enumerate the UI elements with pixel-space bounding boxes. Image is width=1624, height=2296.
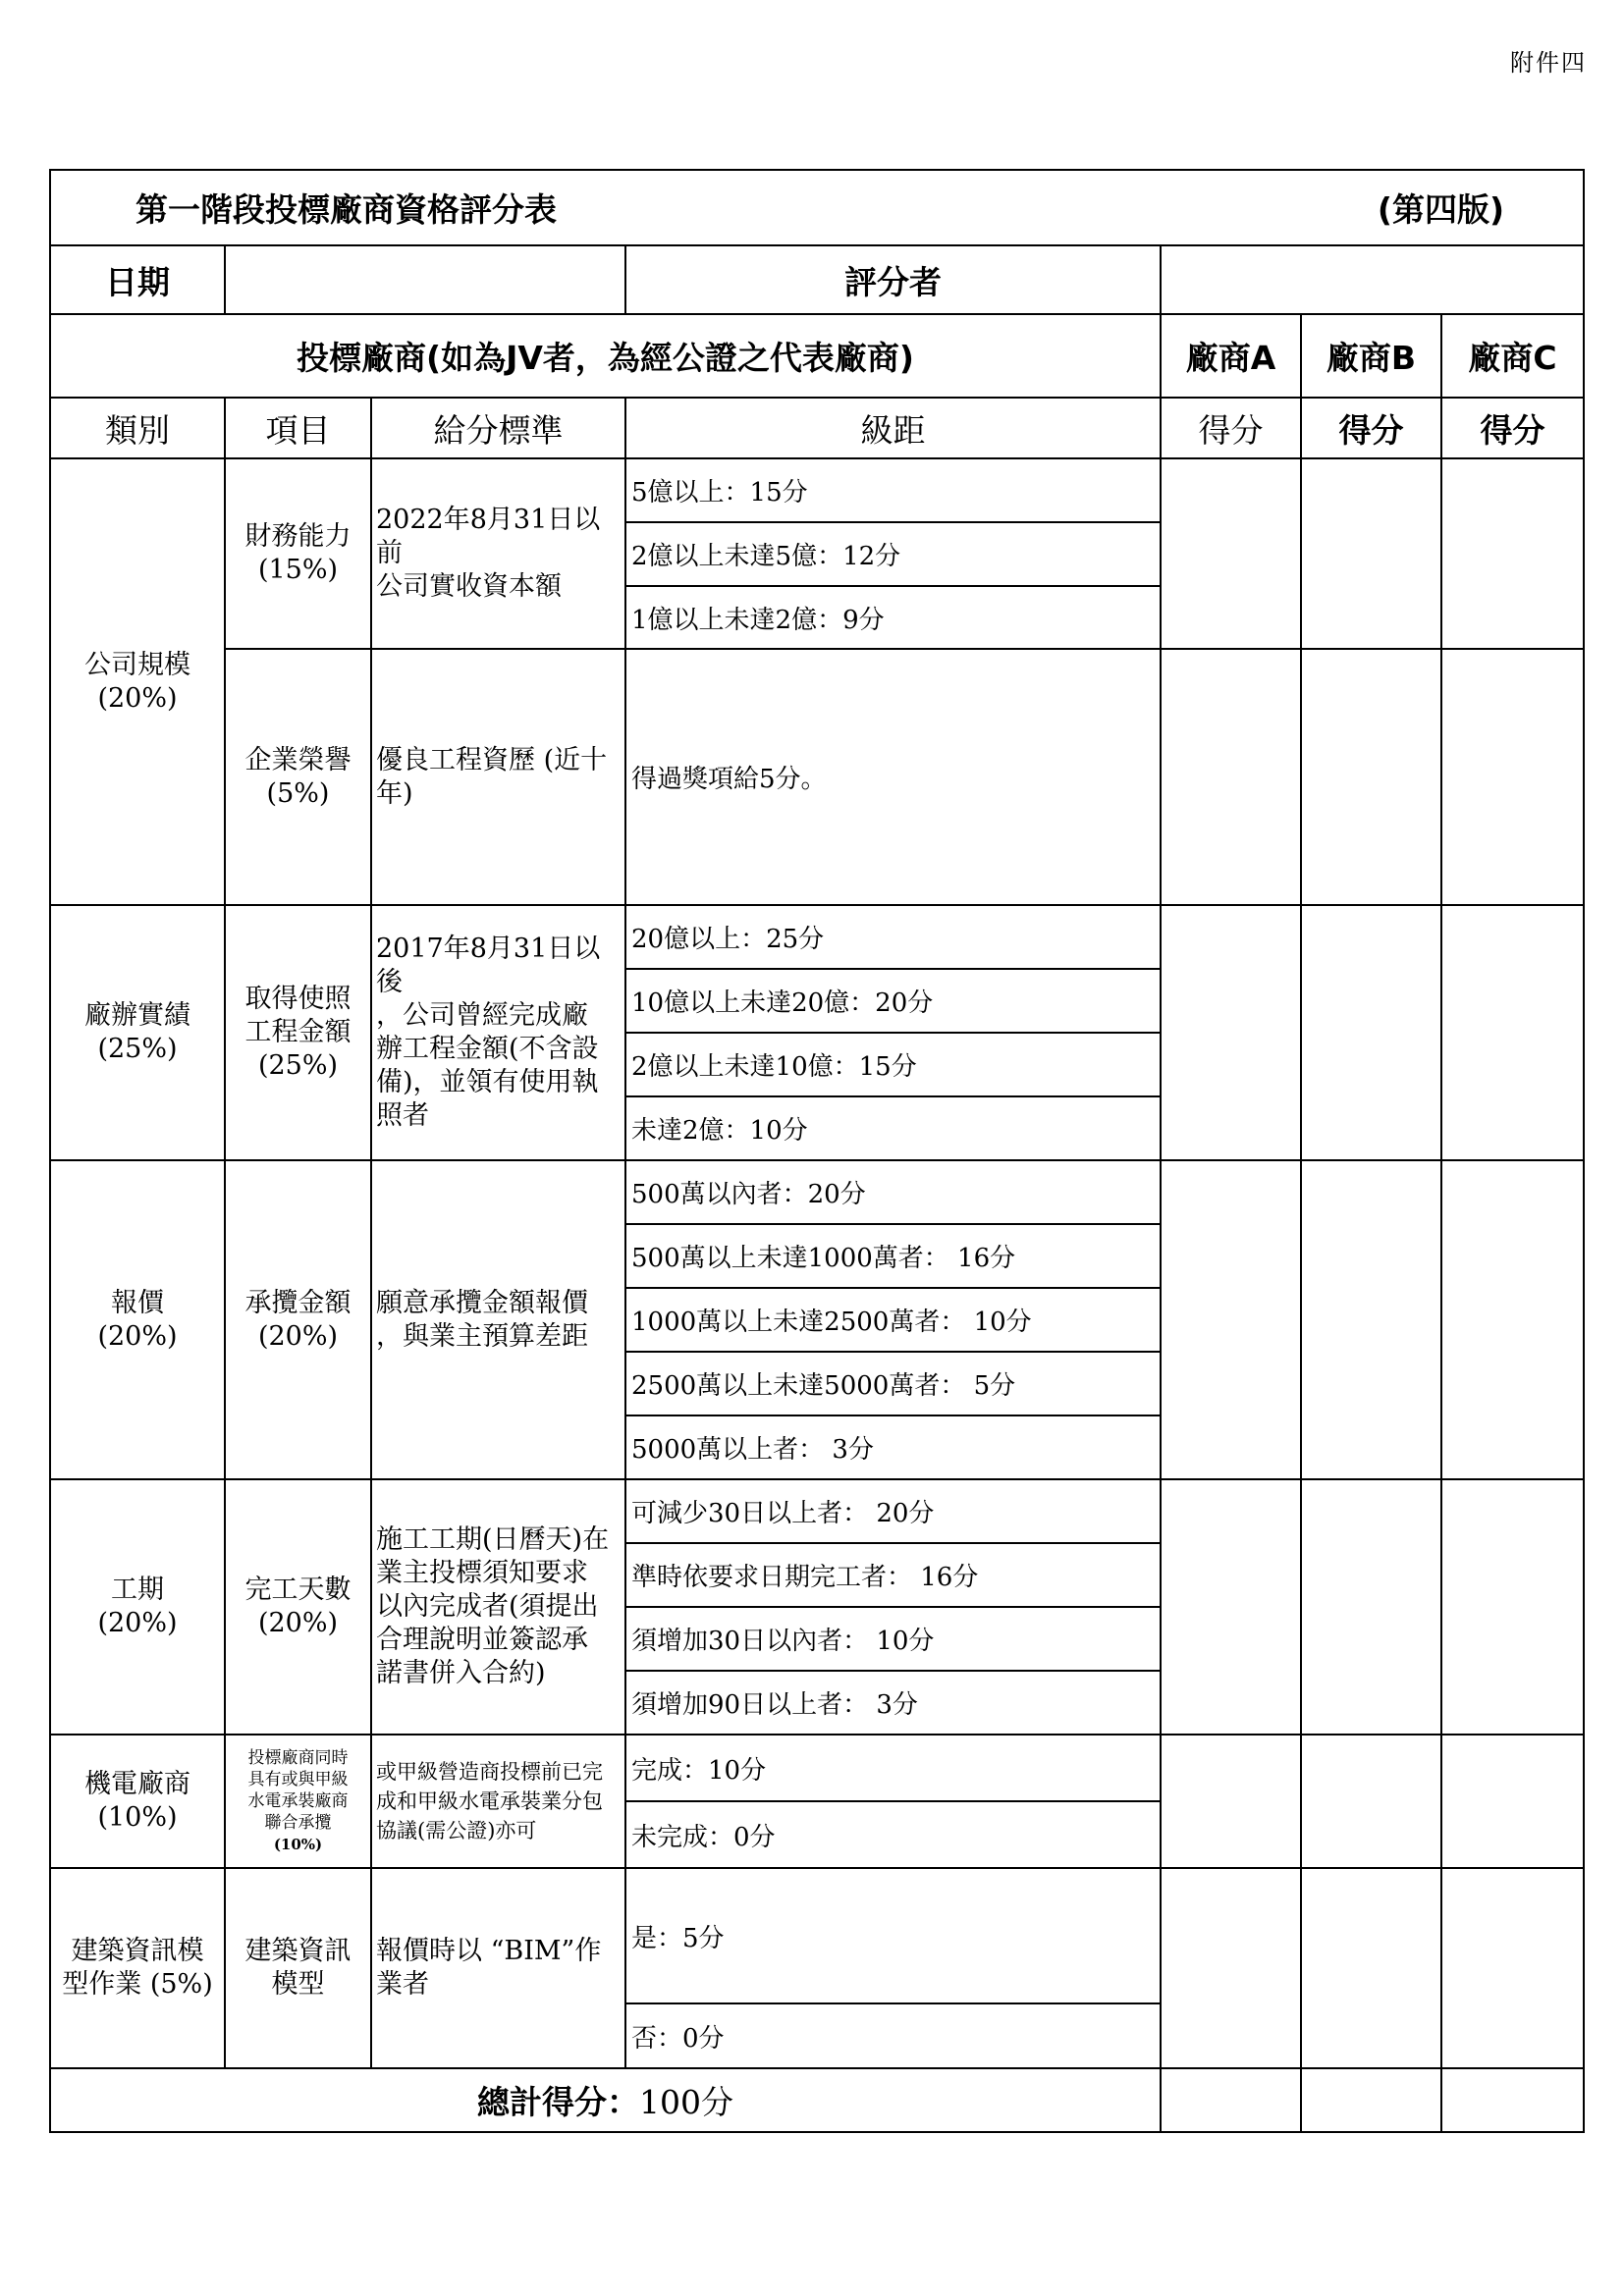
score-cell-b[interactable] — [1301, 458, 1441, 649]
criteria-cell: 報價時以 “BIM”作 業者 — [371, 1868, 625, 2068]
grade-cell: 準時依要求日期完工者： 16分 — [625, 1543, 1161, 1607]
criteria-cell: 或甲級營造商投標前已完 成和甲級水電承裝業分包 協議(需公證)亦可 — [371, 1735, 625, 1868]
scorer-label: 評分者 — [625, 245, 1161, 314]
grade-cell: 得過獎項給5分。 — [625, 649, 1161, 905]
grade-cell: 可減少30日以上者： 20分 — [625, 1479, 1161, 1543]
bidder-label: 投標廠商(如為JV者，為經公證之代表廠商) — [50, 314, 1161, 398]
criteria-cell: 2022年8月31日以前 公司實收資本額 — [371, 458, 625, 649]
category-cell: 工期 (20%) — [50, 1479, 225, 1735]
total-row — [50, 2068, 1584, 2132]
vendor-c-label: 廠商C — [1441, 314, 1584, 398]
scoring-table — [49, 169, 1585, 2133]
category-cell: 報價 (20%) — [50, 1160, 225, 1479]
score-cell-b[interactable] — [1301, 1479, 1441, 1735]
grade-cell: 500萬以上未達1000萬者： 16分 — [625, 1224, 1161, 1288]
score-cell-a[interactable] — [1161, 1735, 1301, 1868]
date-field[interactable] — [225, 245, 625, 314]
grade-cell: 否：0分 — [625, 2003, 1161, 2068]
grade-cell: 1000萬以上未達2500萬者： 10分 — [625, 1288, 1161, 1352]
grade-cell: 5億以上：15分 — [625, 458, 1161, 522]
annex-label: 附件四 — [1510, 49, 1587, 77]
criteria-cell: 2017年8月31日以後 ，公司曾經完成廠 辦工程金額(不含設 備)，並領有使用執 照者 — [371, 905, 625, 1160]
category-cell: 公司規模 (20%) — [50, 458, 225, 905]
score-cell-b[interactable] — [1301, 1735, 1441, 1868]
category-cell: 機電廠商 (10%) — [50, 1735, 225, 1868]
col-score-c: 得分 — [1441, 398, 1584, 458]
col-item: 項目 — [225, 398, 371, 458]
score-cell-c[interactable] — [1441, 1160, 1584, 1479]
grade-cell: 500萬以內者：20分 — [625, 1160, 1161, 1224]
scorer-field[interactable] — [1161, 245, 1584, 314]
table-row — [50, 905, 1584, 969]
bidder-row — [50, 314, 1584, 398]
form-version: (第四版) — [1377, 190, 1505, 229]
grade-cell: 未達2億：10分 — [625, 1096, 1161, 1160]
grade-cell: 1億以上未達2億：9分 — [625, 586, 1161, 649]
table-row — [50, 1160, 1584, 1224]
grade-cell: 完成：10分 — [625, 1735, 1161, 1801]
form-title: 第一階段投標廠商資格評分表 — [135, 190, 557, 229]
col-score-a: 得分 — [1161, 398, 1301, 458]
score-cell-c[interactable] — [1441, 649, 1584, 905]
date-scorer-row — [50, 245, 1584, 314]
score-cell-b[interactable] — [1301, 1868, 1441, 2068]
category-cell: 建築資訊模 型作業 (5%) — [50, 1868, 225, 2068]
score-cell-c[interactable] — [1441, 1868, 1584, 2068]
score-cell-a[interactable] — [1161, 649, 1301, 905]
total-cell — [50, 2068, 1161, 2132]
criteria-cell: 施工工期(日曆天)在 業主投標須知要求 以內完成者(須提出 合理說明並簽認承 諾書併入合約) — [371, 1479, 625, 1735]
grade-cell: 2億以上未達10億：15分 — [625, 1033, 1161, 1096]
table-row — [50, 458, 1584, 522]
table-row — [50, 1868, 1584, 2003]
vendor-a-label: 廠商A — [1161, 314, 1301, 398]
score-cell-a[interactable] — [1161, 1479, 1301, 1735]
item-cell — [225, 1735, 371, 1868]
criteria-cell: 優良工程資歷 (近十 年) — [371, 649, 625, 905]
grade-cell: 2億以上未達5億：12分 — [625, 522, 1161, 586]
grade-cell: 20億以上：25分 — [625, 905, 1161, 969]
total-value: 100分 — [639, 2083, 733, 2121]
score-cell-c[interactable] — [1441, 1735, 1584, 1868]
total-score-a[interactable] — [1161, 2068, 1301, 2132]
total-score-c[interactable] — [1441, 2068, 1584, 2132]
column-header-row — [50, 398, 1584, 458]
total-label: 總計得分： — [477, 2083, 639, 2121]
score-cell-b[interactable] — [1301, 1160, 1441, 1479]
grade-cell: 須增加30日以內者： 10分 — [625, 1607, 1161, 1671]
grade-cell: 5000萬以上者： 3分 — [625, 1415, 1161, 1479]
score-cell-c[interactable] — [1441, 1479, 1584, 1735]
vendor-b-label: 廠商B — [1301, 314, 1441, 398]
item-cell: 企業榮譽 (5%) — [225, 649, 371, 905]
total-score-b[interactable] — [1301, 2068, 1441, 2132]
col-criteria: 給分標準 — [371, 398, 625, 458]
col-score-b: 得分 — [1301, 398, 1441, 458]
criteria-cell: 願意承攬金額報價 ，與業主預算差距 — [371, 1160, 625, 1479]
item-cell: 完工天數 (20%) — [225, 1479, 371, 1735]
item-cell: 建築資訊 模型 — [225, 1868, 371, 2068]
item-name: 投標廠商同時 具有或與甲級 水電承裝廠商 聯合承攬 — [247, 1748, 349, 1833]
category-cell: 廠辦實績 (25%) — [50, 905, 225, 1160]
score-cell-b[interactable] — [1301, 649, 1441, 905]
score-cell-c[interactable] — [1441, 905, 1584, 1160]
col-grades: 級距 — [625, 398, 1161, 458]
score-cell-a[interactable] — [1161, 905, 1301, 1160]
score-cell-b[interactable] — [1301, 905, 1441, 1160]
grade-cell: 10億以上未達20億：20分 — [625, 969, 1161, 1033]
item-percent: (10%) — [273, 1836, 323, 1853]
table-row — [50, 1479, 1584, 1543]
score-cell-a[interactable] — [1161, 1160, 1301, 1479]
grade-cell: 是：5分 — [625, 1868, 1161, 2003]
grade-cell: 須增加90日以上者： 3分 — [625, 1671, 1161, 1735]
table-row — [50, 1735, 1584, 1801]
score-cell-a[interactable] — [1161, 458, 1301, 649]
grade-cell: 未完成：0分 — [625, 1801, 1161, 1868]
item-cell: 承攬金額 (20%) — [225, 1160, 371, 1479]
col-category: 類別 — [50, 398, 225, 458]
title-row — [50, 170, 1584, 245]
score-cell-c[interactable] — [1441, 458, 1584, 649]
item-cell: 財務能力 (15%) — [225, 458, 371, 649]
date-label: 日期 — [50, 245, 225, 314]
score-cell-a[interactable] — [1161, 1868, 1301, 2068]
table-row — [50, 649, 1584, 905]
item-cell: 取得使照 工程金額 (25%) — [225, 905, 371, 1160]
grade-cell: 2500萬以上未達5000萬者： 5分 — [625, 1352, 1161, 1415]
